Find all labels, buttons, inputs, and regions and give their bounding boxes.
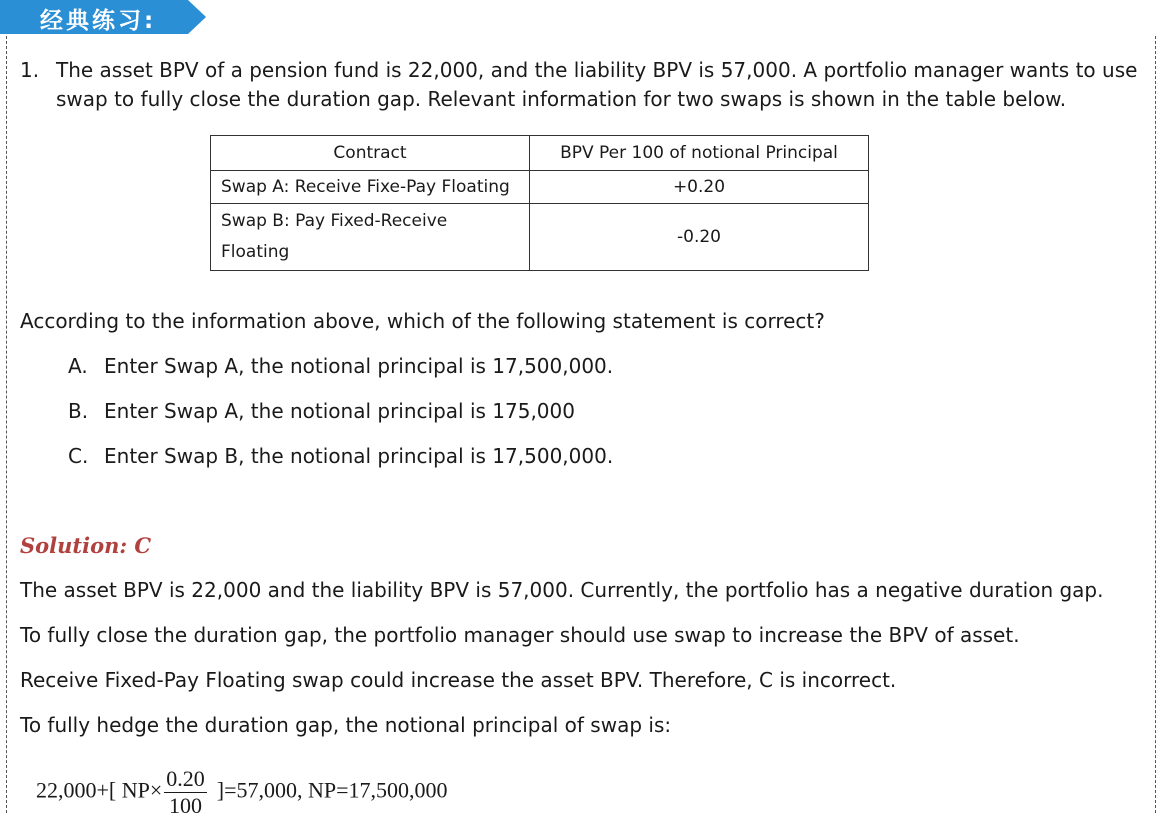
option-b: [68, 399, 575, 423]
solution-line: To fully hedge the duration gap, the notional principal of swap is:: [20, 713, 672, 737]
formula-denominator: 100: [169, 793, 203, 818]
question-text: The asset BPV of a pension fund is 22,000, and the liability BPV is 57,000. A portfolio manager wants to use swap to fully close the duration gap. Relevant information for two swaps is shown in the table below.: [56, 58, 1138, 111]
question-prompt: According to the information above, which of the following statement is correct?: [20, 309, 825, 333]
formula-suffix: ]=57,000, NP=17,500,000: [216, 777, 448, 803]
option-letter: A.: [68, 354, 88, 378]
header-contract: Contract: [211, 136, 530, 171]
solution-line: To fully close the duration gap, the portfolio manager should use swap to increase the BPV of asset.: [20, 623, 1020, 647]
formula-numerator: 0.20: [166, 766, 205, 791]
swap-a-bpv: +0.20: [530, 171, 869, 204]
question: [20, 56, 1145, 114]
solution-line: Receive Fixed-Pay Floating swap could increase the asset BPV. Therefore, C is incorrect.: [20, 668, 897, 692]
header-tab: [0, 0, 206, 34]
option-a: [68, 354, 613, 378]
option-c: [68, 444, 613, 468]
table-header-row: [211, 136, 869, 171]
option-letter: C.: [68, 444, 89, 468]
option-text: Enter Swap A, the notional principal is 17,500,000.: [104, 354, 614, 378]
option-text: Enter Swap B, the notional principal is 17,500,000.: [104, 444, 614, 468]
swap-b-contract-line2: Floating: [221, 242, 290, 262]
header-title: 经典练习:: [40, 8, 157, 34]
swap-table: [210, 135, 869, 271]
right-dashed-border: [1155, 36, 1156, 813]
solution-formula: [36, 766, 448, 819]
option-letter: B.: [68, 399, 89, 423]
left-dashed-border: [6, 36, 7, 813]
formula-fraction: [164, 766, 207, 819]
option-text: Enter Swap A, the notional principal is 175,000: [104, 399, 575, 423]
solution-line: The asset BPV is 22,000 and the liability BPV is 57,000. Currently, the portfolio has a negative duration gap.: [20, 578, 1104, 602]
swap-a-contract: Swap A: Receive Fixe-Pay Floating: [211, 171, 530, 204]
header-bpv: BPV Per 100 of notional Principal: [530, 136, 869, 171]
table-row: [211, 171, 869, 204]
formula-prefix: 22,000+[ NP×: [36, 777, 163, 803]
swap-b-contract-line1: Swap B: Pay Fixed-Receive: [221, 211, 448, 231]
question-number: 1.: [20, 58, 40, 82]
solution-title: Solution: C: [20, 533, 152, 558]
swap-b-contract: [211, 204, 530, 271]
table-row: [211, 204, 869, 271]
swap-b-bpv: -0.20: [530, 204, 869, 271]
